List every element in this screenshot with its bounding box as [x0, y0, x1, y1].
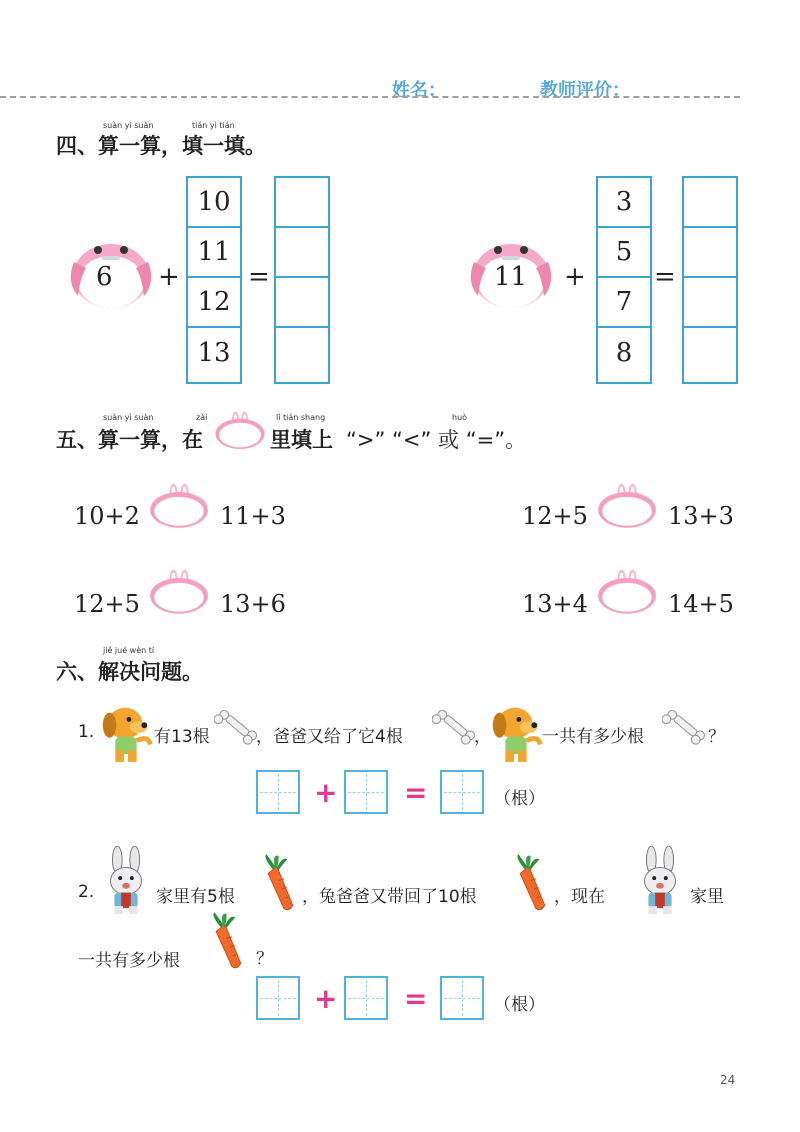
left-answer-cell[interactable]	[276, 178, 328, 228]
carrot-icon	[254, 852, 298, 916]
problem1-text-2: ，爸爸又给了它4根	[256, 727, 403, 747]
problem1-text-1: 有13根	[154, 727, 210, 747]
dog-icon	[96, 698, 154, 764]
header-divider	[0, 96, 740, 98]
bunny-circle-answer[interactable]	[594, 556, 660, 622]
bunny-circle-answer[interactable]	[146, 556, 212, 622]
answer-box-4[interactable]	[256, 976, 300, 1020]
left-addend-cell: 12	[188, 278, 240, 328]
compare-left-expr: 10+2	[74, 502, 140, 530]
right-center-number: 11	[494, 262, 528, 292]
left-equals-sign: =	[248, 262, 270, 292]
section6-pinyin: jiě jué wèn tí	[103, 646, 155, 655]
problem1-text-5: ？	[708, 727, 725, 747]
problem1-number: 1.	[78, 722, 95, 742]
right-answer-column[interactable]	[682, 176, 738, 384]
section5-title-b: 里填上	[270, 428, 333, 452]
left-addend-cell: 11	[188, 228, 240, 278]
right-plus-sign: +	[564, 262, 586, 292]
problem2-text-4: 家里	[690, 887, 724, 907]
compare-left-expr: 12+5	[74, 590, 140, 618]
section4-pinyin-2: tián yì tián	[192, 121, 235, 130]
section5-symbols: “>” “<” 或 “=”。	[346, 428, 527, 452]
left-addend-cell: 10	[188, 178, 240, 228]
left-answer-cell[interactable]	[276, 328, 328, 378]
right-addend-cell: 3	[598, 178, 650, 228]
rabbit-icon	[96, 846, 156, 916]
problem2-equals: =	[404, 982, 428, 1015]
left-answer-column[interactable]	[274, 176, 330, 384]
left-addend-cell: 13	[197, 338, 231, 368]
left-answer-cell[interactable]	[276, 228, 328, 278]
left-answer-cell[interactable]	[276, 278, 328, 328]
left-addend-column	[186, 176, 242, 384]
problem2-text-2: ，兔爸爸又带回了10根	[302, 887, 477, 907]
answer-box-2[interactable]	[344, 770, 388, 814]
problem2-text-5: 一共有多少根	[78, 951, 180, 971]
right-answer-cell[interactable]	[684, 328, 736, 378]
right-addend-cell: 5	[598, 228, 650, 278]
dog-icon	[486, 698, 544, 764]
bunny-circle-answer[interactable]	[594, 470, 660, 536]
bone-icon	[432, 706, 476, 750]
right-addend-cell: 8	[615, 338, 633, 368]
carrot-icon	[506, 852, 550, 916]
section4-title: 四、算一算，填一填。	[56, 134, 266, 158]
right-answer-cell[interactable]	[684, 278, 736, 328]
problem2-number: 2.	[78, 882, 95, 902]
answer-box-1[interactable]	[256, 770, 300, 814]
answer-box-3[interactable]	[440, 770, 484, 814]
right-answer-cell[interactable]	[684, 178, 736, 228]
teacher-evaluation-label: 教师评价：	[540, 80, 630, 101]
problem2-plus: +	[314, 982, 338, 1015]
section5-pinyin-4: huò	[452, 413, 468, 422]
problem1-plus: +	[314, 776, 338, 809]
problem1-equals: =	[404, 776, 428, 809]
section5-title-a: 五、算一算，在	[56, 428, 203, 452]
section5-pinyin-1: suàn yì suàn	[103, 413, 154, 422]
right-addend-column	[596, 176, 652, 384]
bunny-circle-icon	[212, 404, 268, 452]
problem1-text-4: 一共有多少根	[542, 727, 644, 747]
page-number: 24	[720, 1073, 736, 1087]
answer-box-5[interactable]	[344, 976, 388, 1020]
problem2-unit: （根）	[494, 995, 545, 1015]
problem1-text-3: ，	[474, 727, 491, 747]
right-addend-cell: 7	[598, 278, 650, 328]
compare-left-expr: 12+5	[522, 502, 588, 530]
problem2-text-1: 家里有5根	[156, 887, 235, 907]
section5-pinyin-2: zài	[196, 413, 208, 422]
left-plus-sign: +	[158, 262, 180, 292]
section6-title: 六、解决问题。	[56, 660, 203, 684]
problem2-text-3: ，现在	[554, 887, 605, 907]
answer-box-6[interactable]	[440, 976, 484, 1020]
bone-icon	[214, 706, 258, 750]
section4-pinyin-1: suàn yì suàn	[103, 121, 154, 130]
compare-right-expr: 14+5	[668, 590, 734, 618]
compare-right-expr: 13+6	[220, 590, 286, 618]
name-label: 姓名：	[392, 80, 446, 101]
compare-left-expr: 13+4	[522, 590, 588, 618]
compare-right-expr: 13+3	[668, 502, 734, 530]
problem1-unit: （根）	[494, 789, 545, 809]
rabbit-icon	[630, 846, 690, 916]
right-equals-sign: =	[654, 262, 676, 292]
section5-pinyin-3: lǐ tián shang	[276, 413, 326, 422]
problem2-text-6: ？	[256, 949, 273, 969]
bunny-circle-answer[interactable]	[146, 470, 212, 536]
left-center-number: 6	[96, 262, 113, 292]
carrot-icon	[202, 910, 246, 974]
bone-icon	[662, 706, 706, 750]
compare-right-expr: 11+3	[220, 502, 286, 530]
right-answer-cell[interactable]	[684, 228, 736, 278]
